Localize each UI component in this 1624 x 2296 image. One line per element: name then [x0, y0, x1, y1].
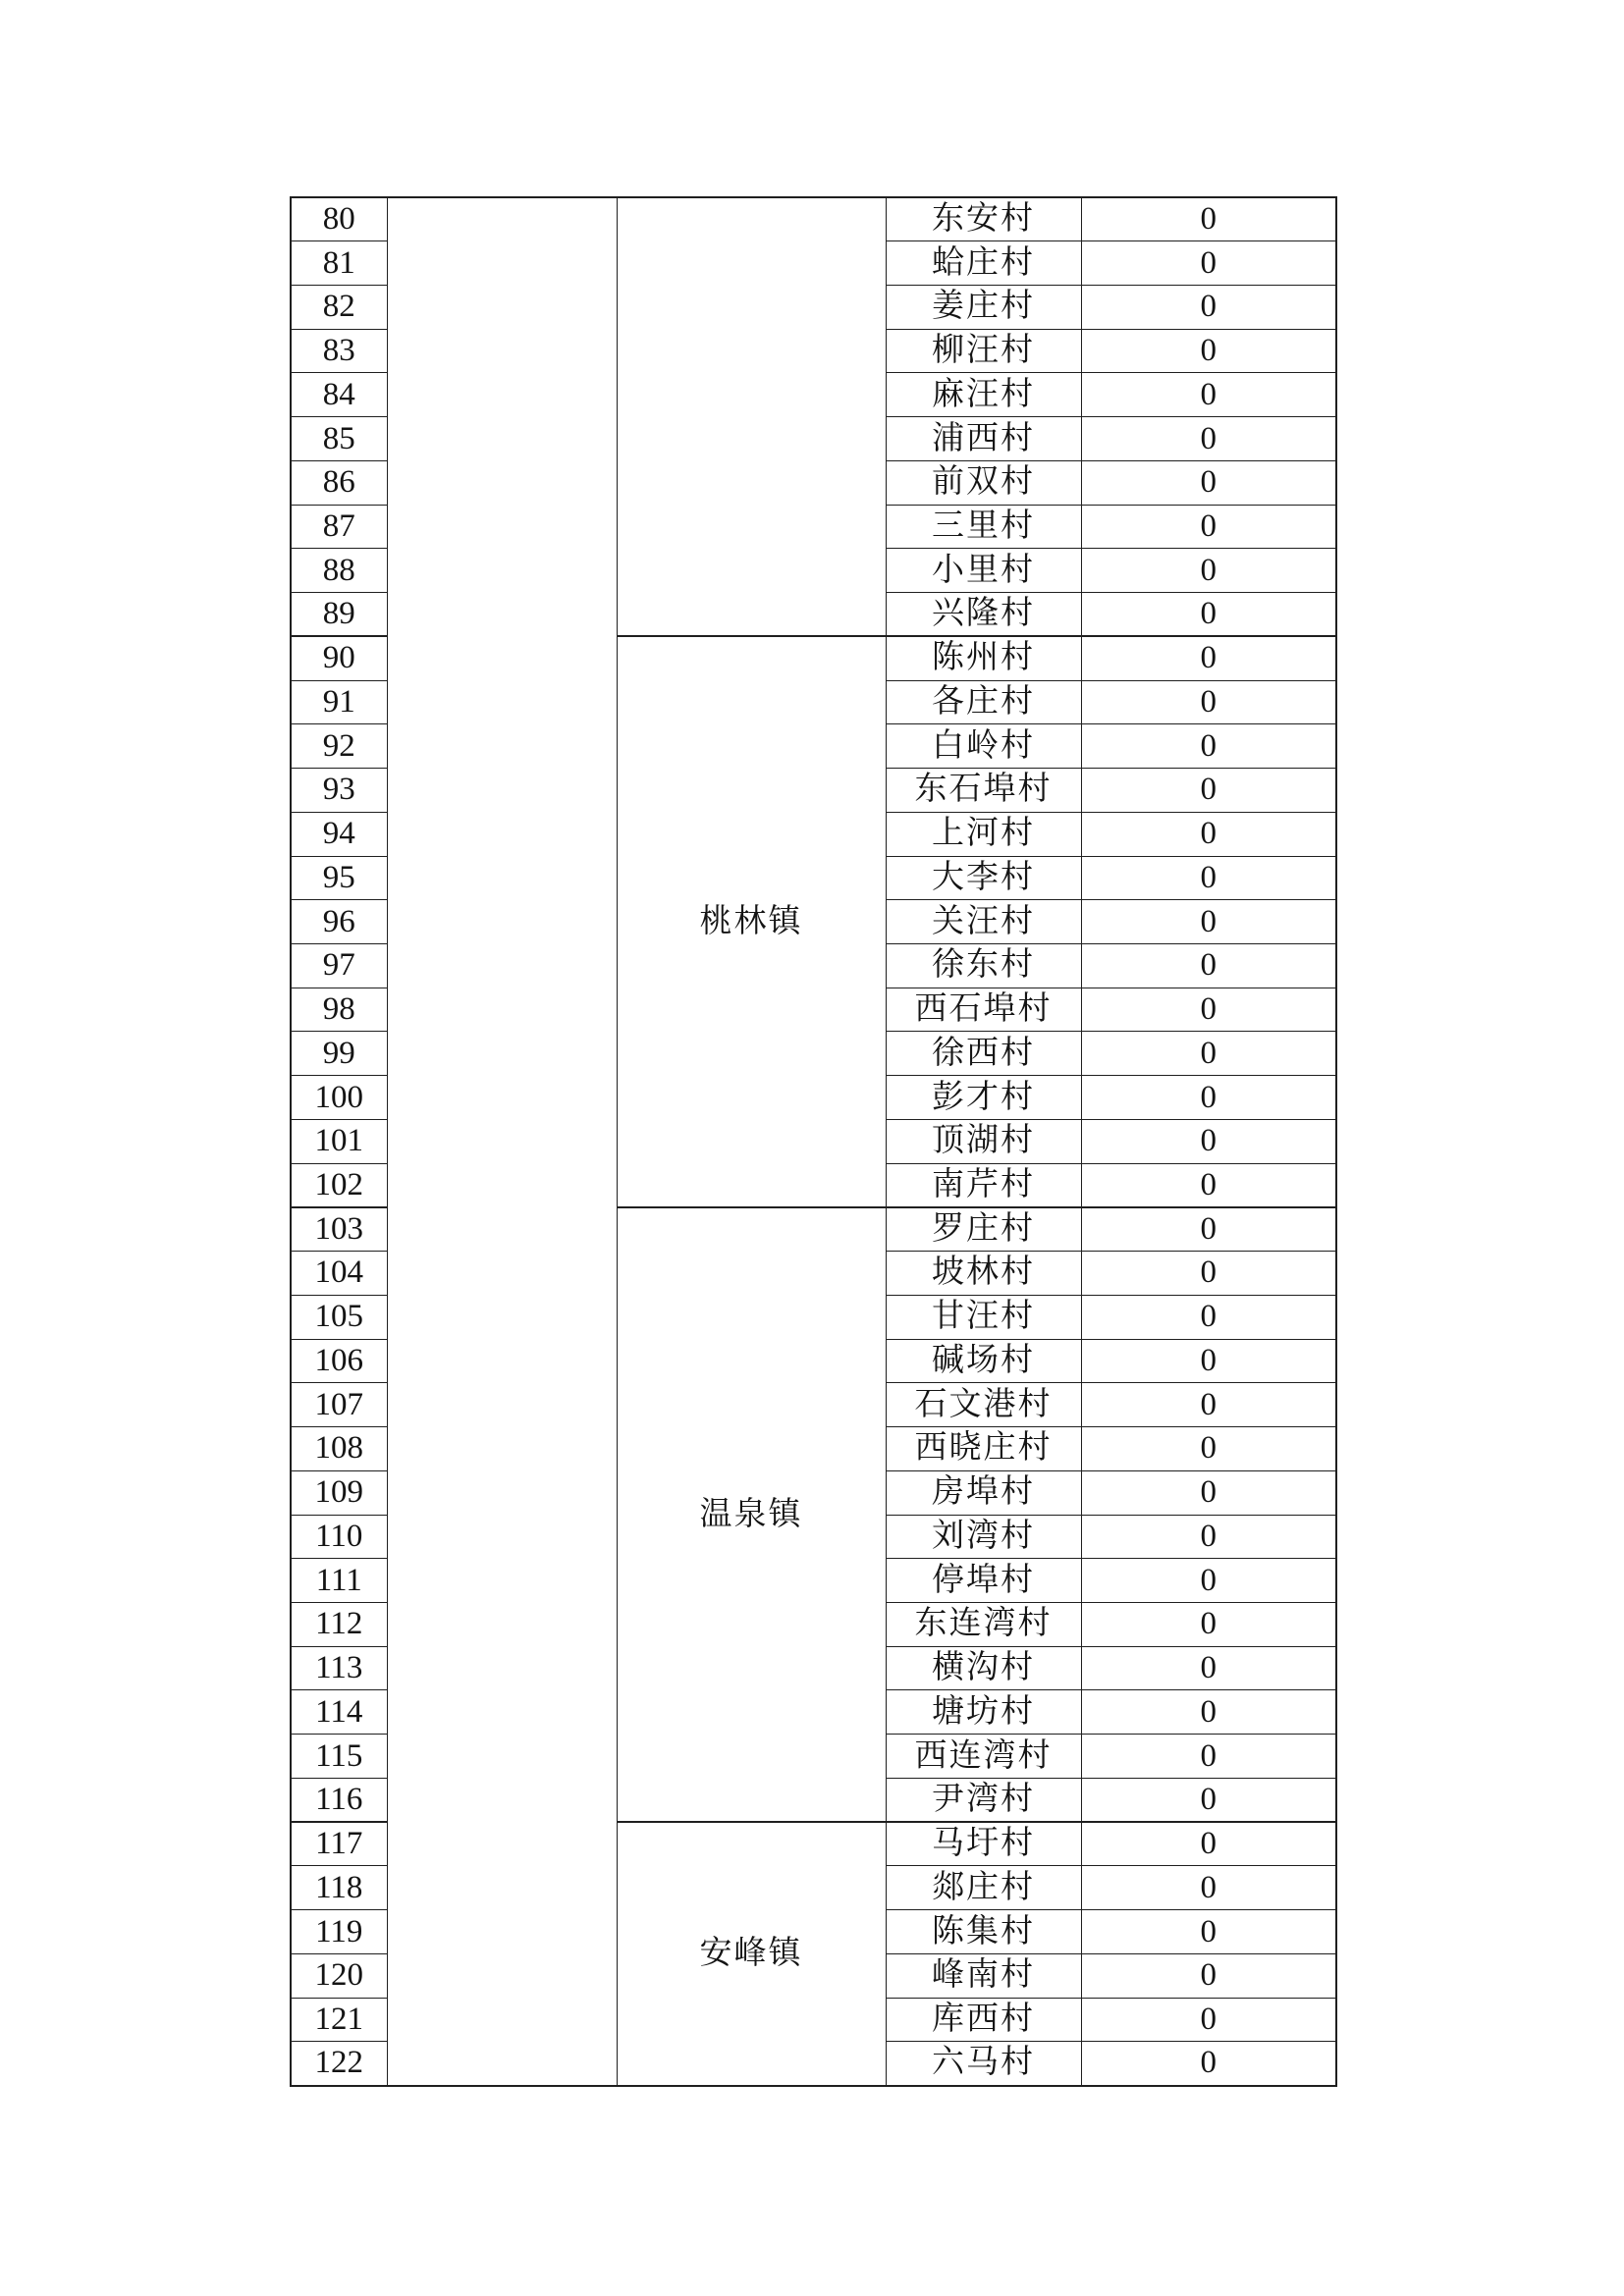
value-cell: 0 [1081, 1163, 1336, 1207]
value-cell: 0 [1081, 2042, 1336, 2086]
row-number-cell: 97 [291, 943, 387, 988]
village-cell: 坡林村 [886, 1252, 1081, 1296]
row-number-cell: 117 [291, 1822, 387, 1866]
row-number-cell: 111 [291, 1559, 387, 1603]
village-cell: 东石埠村 [886, 769, 1081, 813]
village-cell: 关汪村 [886, 900, 1081, 944]
town-cell: 安峰镇 [617, 1822, 886, 2085]
village-cell: 刘湾村 [886, 1515, 1081, 1559]
value-cell: 0 [1081, 1515, 1336, 1559]
value-cell: 0 [1081, 417, 1336, 461]
village-cell: 徐东村 [886, 943, 1081, 988]
value-cell: 0 [1081, 505, 1336, 549]
value-cell: 0 [1081, 680, 1336, 724]
row-number-cell: 94 [291, 812, 387, 856]
village-cell: 西连湾村 [886, 1735, 1081, 1779]
village-cell: 南芹村 [886, 1163, 1081, 1207]
village-cell: 碱场村 [886, 1339, 1081, 1383]
row-number-cell: 89 [291, 593, 387, 637]
row-number-cell: 84 [291, 373, 387, 417]
row-number-cell: 100 [291, 1076, 387, 1120]
village-cell: 塘坊村 [886, 1690, 1081, 1735]
value-cell: 0 [1081, 1559, 1336, 1603]
row-number-cell: 104 [291, 1252, 387, 1296]
row-number-cell: 95 [291, 856, 387, 900]
value-cell: 0 [1081, 856, 1336, 900]
village-cell: 六马村 [886, 2042, 1081, 2086]
village-cell: 郯庄村 [886, 1866, 1081, 1910]
value-cell: 0 [1081, 1427, 1336, 1471]
village-cell: 姜庄村 [886, 285, 1081, 329]
value-cell: 0 [1081, 593, 1336, 637]
village-cell: 上河村 [886, 812, 1081, 856]
village-cell: 峰南村 [886, 1953, 1081, 1998]
town-cell [617, 197, 886, 636]
row-number-cell: 81 [291, 241, 387, 286]
row-number-cell: 108 [291, 1427, 387, 1471]
value-cell: 0 [1081, 1822, 1336, 1866]
value-cell: 0 [1081, 1207, 1336, 1252]
value-cell: 0 [1081, 241, 1336, 286]
row-number-cell: 85 [291, 417, 387, 461]
row-number-cell: 120 [291, 1953, 387, 1998]
value-cell: 0 [1081, 549, 1336, 593]
row-number-cell: 105 [291, 1295, 387, 1339]
value-cell: 0 [1081, 1735, 1336, 1779]
value-cell: 0 [1081, 1470, 1336, 1515]
village-cell: 陈州村 [886, 636, 1081, 680]
row-number-cell: 91 [291, 680, 387, 724]
value-cell: 0 [1081, 1119, 1336, 1163]
value-cell: 0 [1081, 1076, 1336, 1120]
row-number-cell: 112 [291, 1603, 387, 1647]
value-cell: 0 [1081, 1032, 1336, 1076]
value-cell: 0 [1081, 1778, 1336, 1822]
row-number-cell: 102 [291, 1163, 387, 1207]
town-cell: 桃林镇 [617, 636, 886, 1207]
value-cell: 0 [1081, 636, 1336, 680]
row-number-cell: 121 [291, 1998, 387, 2042]
row-number-cell: 113 [291, 1646, 387, 1690]
village-cell: 东安村 [886, 197, 1081, 241]
row-number-cell: 115 [291, 1735, 387, 1779]
row-number-cell: 93 [291, 769, 387, 813]
row-number-cell: 83 [291, 329, 387, 373]
value-cell: 0 [1081, 1603, 1336, 1647]
value-cell: 0 [1081, 1383, 1336, 1427]
value-cell: 0 [1081, 943, 1336, 988]
row-number-cell: 98 [291, 988, 387, 1032]
row-number-cell: 116 [291, 1778, 387, 1822]
village-cell: 兴隆村 [886, 593, 1081, 637]
village-cell: 彭才村 [886, 1076, 1081, 1120]
village-cell: 停埠村 [886, 1559, 1081, 1603]
value-cell: 0 [1081, 373, 1336, 417]
row-number-cell: 110 [291, 1515, 387, 1559]
row-number-cell: 101 [291, 1119, 387, 1163]
value-cell: 0 [1081, 285, 1336, 329]
row-number-cell: 103 [291, 1207, 387, 1252]
value-cell: 0 [1081, 812, 1336, 856]
value-cell: 0 [1081, 1295, 1336, 1339]
village-cell: 甘汪村 [886, 1295, 1081, 1339]
village-cell: 西晓庄村 [886, 1427, 1081, 1471]
row-number-cell: 86 [291, 460, 387, 505]
town-cell: 温泉镇 [617, 1207, 886, 1822]
village-cell: 东连湾村 [886, 1603, 1081, 1647]
value-cell: 0 [1081, 1998, 1336, 2042]
village-cell: 石文港村 [886, 1383, 1081, 1427]
value-cell: 0 [1081, 1866, 1336, 1910]
value-cell: 0 [1081, 1953, 1336, 1998]
row-number-cell: 99 [291, 1032, 387, 1076]
row-number-cell: 88 [291, 549, 387, 593]
village-cell: 各庄村 [886, 680, 1081, 724]
value-cell: 0 [1081, 197, 1336, 241]
row-number-cell: 122 [291, 2042, 387, 2086]
row-number-cell: 109 [291, 1470, 387, 1515]
value-cell: 0 [1081, 724, 1336, 769]
village-cell: 浦西村 [886, 417, 1081, 461]
village-cell: 前双村 [886, 460, 1081, 505]
value-cell: 0 [1081, 900, 1336, 944]
village-cell: 白岭村 [886, 724, 1081, 769]
village-cell: 罗庄村 [886, 1207, 1081, 1252]
row-number-cell: 82 [291, 285, 387, 329]
row-number-cell: 80 [291, 197, 387, 241]
village-cell: 西石埠村 [886, 988, 1081, 1032]
row-number-cell: 118 [291, 1866, 387, 1910]
village-cell: 库西村 [886, 1998, 1081, 2042]
value-cell: 0 [1081, 1910, 1336, 1954]
village-cell: 三里村 [886, 505, 1081, 549]
value-cell: 0 [1081, 460, 1336, 505]
row-number-cell: 119 [291, 1910, 387, 1954]
village-cell: 柳汪村 [886, 329, 1081, 373]
value-cell: 0 [1081, 988, 1336, 1032]
value-cell: 0 [1081, 1690, 1336, 1735]
village-cell: 徐西村 [886, 1032, 1081, 1076]
row-number-cell: 114 [291, 1690, 387, 1735]
village-cell: 尹湾村 [886, 1778, 1081, 1822]
value-cell: 0 [1081, 1252, 1336, 1296]
village-cell: 蛤庄村 [886, 241, 1081, 286]
value-cell: 0 [1081, 769, 1336, 813]
row-number-cell: 87 [291, 505, 387, 549]
row-number-cell: 90 [291, 636, 387, 680]
village-cell: 马圩村 [886, 1822, 1081, 1866]
village-cell: 房埠村 [886, 1470, 1081, 1515]
value-cell: 0 [1081, 1339, 1336, 1383]
value-cell: 0 [1081, 329, 1336, 373]
value-cell: 0 [1081, 1646, 1336, 1690]
village-table [290, 196, 1337, 2087]
village-cell: 麻汪村 [886, 373, 1081, 417]
row-number-cell: 96 [291, 900, 387, 944]
village-cell: 顶湖村 [886, 1119, 1081, 1163]
row-number-cell: 92 [291, 724, 387, 769]
row-number-cell: 106 [291, 1339, 387, 1383]
village-cell: 横沟村 [886, 1646, 1081, 1690]
table-row [291, 197, 1336, 241]
county-cell [387, 197, 617, 2086]
row-number-cell: 107 [291, 1383, 387, 1427]
village-cell: 大李村 [886, 856, 1081, 900]
village-cell: 陈集村 [886, 1910, 1081, 1954]
village-cell: 小里村 [886, 549, 1081, 593]
